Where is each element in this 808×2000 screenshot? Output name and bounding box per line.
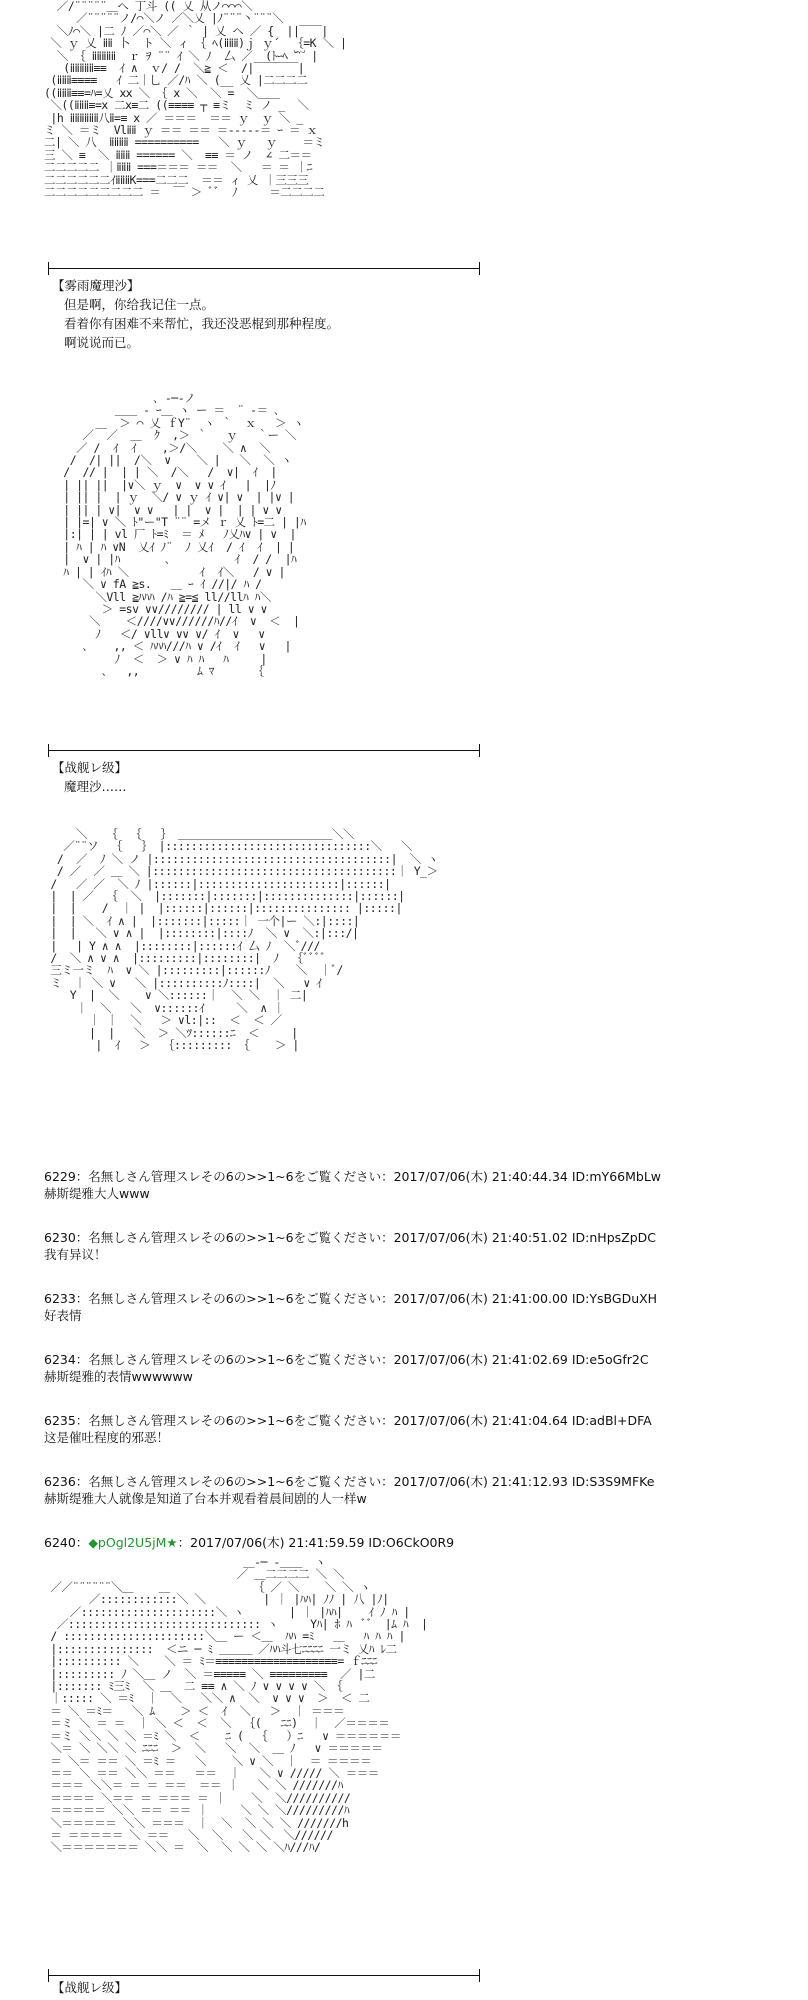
post-6235	[44, 1412, 652, 1446]
post-header: 6230：名無しさん管理スレその6の>>1~6をご覧ください：2017/07/06(木) 21:40:51.02 ID:nHpsZpDC	[44, 1230, 657, 1245]
ascii-art-re-class-face: ､ -─-ノ ＿＿ - ｰ＿ ヽ ー ＝ ¨ -＝ ､ ＿ ＞ ⌒ 乂 ｆY¨ ヽ ｀ ｘ ＞ ヽ ／ ／ ＿ ｸ ,＞ ｀ ｙ ｀ー ＼ ／ / ｲ ｲ ,＞/＼ ＼ ∧ ＼ / /| || /＼ ∨ ＼ | ＼ ＼ ヽ / // | | | ＼ /＼ / ∨| ｲ | | || || |∨＼ ｙ ∨ ∨ ∨ ｲ | |ﾉ | || | | ｙ ＼/ ∨ ｙ ｲ ∨| ∨ | |∨ | | || | ∨| ∨ ∨ | | ∨ | | | ∨ ∨ | |=| ∨ ＼ ﾄ"ー"T ¨¨ =メ ｒ 乂 ﾄ=二 | |ﾊ |:| | | vl 厂 ﾄ=ﾐ ＝ ﾒ ﾉ乂ﾊ∨ | ∨ | | ﾊ | ﾊ ∨N 乂ｲ ﾉ¨ ﾉ 乂ｲ / ｲ ｲ | | | ∨ | |ﾊ ､ ｲ / / |ﾊ ﾊ | | ｲﾊ ＼ ｲ ｲ＼ / ∨ | ＼ ∨ fA ≧s. ＿ ｰ ｲ //|/ ﾊ / ＼Vll ≧ﾊﾊﾊ /ﾊ ≧=≦ ll//llﾊ ﾊ＼ ＞ =sv ∨∨//////// | ll ∨ ∨ ＼ ＜////∨∨//////ﾊ//ｲ ∨ ＜ | ﾉ ＜/ ∨ll∨ ∨∨ ∨/ ｲ ∨ ∨ ､ ,, ＜ ﾊﾊﾊ///ﾊ ∨ /ｲ ｲ ∨ | ﾉ ＜ ＞ ∨ ﾊ ﾊ ﾊ | ､ ,, ﾑ ﾏ ｛	[63, 392, 306, 678]
post-6240	[44, 1534, 454, 1551]
separator-rule-1	[48, 268, 480, 269]
author-tripcode: ◆pOgl2U5jM★	[88, 1535, 178, 1550]
post-6230	[44, 1229, 656, 1263]
post-body: 我有异议！	[44, 1247, 107, 1262]
post-6229	[44, 1168, 661, 1202]
post-body: 这是催吐程度的邪恶！	[44, 1430, 170, 1445]
dialogue-marisa	[52, 276, 339, 352]
post-header: 6236：名無しさん管理スレその6の>>1~6をご覧ください：2017/07/06(木) 21:41:12.93 ID:S3S9MFKe	[44, 1474, 655, 1489]
ascii-art-marisa-top: ／/¨¨¨¨¨＿へ 丁斗 (( 乂 从ノ⌒⌒⌒＼ ／¨¨¨¨¨ノ/⌒＼ノ ／＼乂 |ﾉ¨¨¨丶¨¨¨＼ ＼ﾉ⌒＼ |二 ﾉ ／⌒＼ ／ ｀ | 乂 ヘ ／ { ||￣￣| ＼ ｙ 乂 ⅱⅱ 卜 ト ＼ ィ ｛ ﾍ(ⅱⅱⅱ)ｊ ｙ´ ｛=K ＼ | ＼ ｛ ⅱⅱⅱⅱⅱ ｒ ｦ ¨¨ ｲ ＼ ﾉ 厶 ／ (ﾄｰﾍ ︸ | (ⅱⅱⅱⅱⅱ≡≡ ｲ ∧ ｖ/ / ＼≧ ＜ /|￣￣￣￣| (ⅱⅱⅱ≡≡≡≡ ｲ 二｜乚 ／/ﾊ ＼ (__ 乂 |二二二二 ((ⅱⅱⅱ≡≡=ﾊ=乂 ⅹⅹ ＼ ｛ ⅹ ＼ ＼ = ＼＿＿ ＼((ⅱⅱⅱ≡=ⅹ 二ⅹ≡二 ((≡≡≡≡ ┬ ≡ミ ミ ノ _ ＼ |h ⅱⅱⅱⅱⅱⅱ八ⅱ=≡ ⅹ ／ ＝＝＝ ＝＝ ｙ ｙ ＼ _ ミ ＼ ＝ミ Vlⅱⅱ ｙ ＝＝ ＝＝ ＝-----＝ ｰ ＝ ｘ 二| ＼ 八 ⅱⅱⅱⅱ ========== ＼ ｙ ｙ ＝ミ 三 ＼ ≡ ＼ ⅱⅱⅱ ====== ＼ ≡≡ ＝ ノ ∠ 二＝＝ 二二二二二 ｜ⅱⅱⅱ ===＝＝＝ ＝＝ ＼ ＝ ＝ ｜ﾆ 二二二二二二ｲⅱⅱⅱK===二二二 ＝＝ ィ 乂 ｜三三三 二二二二二二二二二 ＝ ￣ ＞ ﾞﾞ ﾉ ＝二二二二	[44, 0, 347, 200]
post-6236	[44, 1473, 654, 1507]
post-number: 6240：	[44, 1535, 89, 1550]
dialogue-re-class-2	[52, 1978, 127, 1997]
post-body: 赫斯缇雅大人就像是知道了台本并观看着晨间剧的人一样w	[44, 1491, 367, 1506]
speaker-name: 【战舰レ级】	[52, 1980, 128, 1995]
separator-rule-2	[48, 750, 480, 751]
separator-rule-3	[48, 1975, 480, 1976]
dialogue-line: 魔理沙……	[64, 779, 127, 794]
post-header: 6229：名無しさん管理スレその6の>>1~6をご覧ください：2017/07/06(木) 21:40:44.34 ID:mY66MbLw	[44, 1169, 662, 1184]
speaker-name: 【战舰レ级】	[52, 760, 128, 775]
dialogue-line: 但是啊，你给我记住一点。	[64, 297, 215, 312]
post-body: 赫斯缇雅的表情wwwwww	[44, 1369, 193, 1384]
post-body: 赫斯缇雅大人www	[44, 1186, 150, 1201]
ascii-art-hestia-face: ＼ ｛ ｛ ｝ ＿＿＿＿＿＿＿＿＿＿＿＿＿＿＼＼ ／¨¨ソ ｛ ｝ |::::::::::::::::::::::::::::::::＼ ＼ / ／ ﾉ ＼ ノ |:::::::::::::::::::::::::::::::::::::| ＼ ヽ / ／ ／ ＿ ＼ |::::::::::::::::::::::::::::::::::::::｜ Y_＞ / ／ ／ ＼ ﾉ |::::::|::::::::::::::::::::::|::::::| | | ／ ｛ ＼ |:::::::|:::::::|::::::::::::::|::::::| | | / ｜ | |::::::|::::::|::::::::::::::: |:::::| | | ＼ ｲ ∧ | |:::::::|:::::｜ 一个|ー ＼:|::::| | | ＼ ∨ ∧ | |::::::::|::::ﾉ ＼ ∨ ＼:|:::/| | | Y ∧ ∧ |::::::::|::::::ｲ 厶 ﾉ ＼ﾞ/// / ＼ ∧ ∨ ∧ |:::::::::|::::::::| ﾉ ｛ﾞﾞﾞﾞ 三ミ一ミ ﾊ ∨ ＼ |:::::::::|::::::ﾉ ＼ ｜ﾞ/ ミ ｜ ＼ ∨ ＼ |::::::::::ﾉ::::| ＼ ∨ ｲ Y | ＼ ∨ ＼::::::｜ ＼ ＼ ｜ 二| ｜ ＼ ＼ ∨::::::ｲ ＼ ∧ ｜ ｜ ｜ ＼ ＞ ∨l:|:: ＜ ＜ ／ | | ＼ ＞ ＼ﾂ::::::ﾆ ＜ | | ｲ ＞ ｛::::::::: ｛ ＞ |	[50, 828, 439, 1052]
dialogue-line: 看着你有困难不来帮忙，我还没恶棍到那种程度。	[64, 316, 340, 331]
post-header	[44, 1534, 454, 1551]
post-6234	[44, 1351, 649, 1385]
post-header: 6235：名無しさん管理スレその6の>>1~6をご覧ください：2017/07/06(木) 21:41:04.64 ID:adBl+DFA	[44, 1413, 652, 1428]
post-header: 6234：名無しさん管理スレその6の>>1~6をご覧ください：2017/07/06(木) 21:41:02.69 ID:e5oGfr2C	[44, 1352, 649, 1367]
post-header: 6233：名無しさん管理スレその6の>>1~6をご覧ください：2017/07/06(木) 21:41:00.00 ID:YsBGDuXH	[44, 1291, 658, 1306]
dialogue-line: 啊说说而已。	[64, 335, 140, 350]
post-6233	[44, 1290, 657, 1324]
post-body: 好表情	[44, 1308, 82, 1323]
post-timestamp-id: ：2017/07/06(木) 21:41:59.59 ID:O6CkO0R9	[177, 1535, 455, 1550]
speaker-name: 【雾雨魔理沙】	[52, 278, 140, 293]
dialogue-re-class-1	[52, 758, 127, 796]
ascii-art-bottom-scene: ＿-─ -＿＿ ヽ ／ ＿二二二二 ＼ ＼ ／／¨¨¨¨¨¨＼＿ ＿ ｛ ／ ＼ ＼ ＼ ヽ ／::::::::::::＼ ＼ | ｜ |ﾊﾊ| ﾉﾉ | 八 |ﾉ| ／:::::::::::::::::::::＼ ヽ | ｜ |ﾊﾊ| ｲ ﾉ ﾊ | ／:::::::::::::::::::::::::::::: ヽ Yﾊ| ﾎ ﾊ ﾞﾞ |ﾑ ﾊ | / ::::::::::::::::::::::＼＿ ー ＜＿ ﾊﾊ =ﾐ ＿ ﾊ ﾊ ﾊ | |::::::::::::::: ＜ニ ─ ﾐ ＿＿＿ ／ﾊﾊ斗七ﾆﾆﾆﾆ 一ミ 乂ﾊ ﾚ二 |:::::::::: ＼ ＼ ＝ ﾐ＝≡≡≡≡≡≡≡≡≡≡≡≡≡≡≡≡≡≡≡= ｆﾆﾆﾆ |::::::::: ﾉ ＼＿ ノ ＼ ＝≡≡≡≡≡ ＼ ≡≡≡≡≡≡≡≡≡ ／ |二 |::::::: ﾐ三ﾐ ＼ ＿ 二 ≡≡ ∧ ＼ ﾉ ∨ ∨ ∨ ∨ ＼ ｛ ｜::::: ＼ ＝ﾐ ｜ ＼ ＼＼ ∧ ＼ ∨ ∨ ∨ ＞ ＜ 二 ＝ ＼ ＝ﾐ＝ ＼ ﾑ ＞ ＜ ｲ ＼ ＞ ｜ ＝＝＝ ＝ミ ＼ ＝ ＝ ｜ ＼ ＜ ＜ ＼ ｛( ﾆﾆ) ｜ ／＝＝＝＝ ＝ミ ＼＼ ＼ ＼ ＝ﾐ ＼ ＜ ﾆ ( ｛ ）ﾆ ∨ ＝＝＝＝＝＝ ＼＝ ＼ ＼＼ ＼ ﾆﾆﾆ ＞ ＼ ＼ ＼ ＿ ﾉ ∨ ＝＝＝＝＝ ＝ ＼＝ ＝＝ ＼ ＝ﾐ ＝ ＼ ＼ ∨ ＼ ｜ ＝ ＝＝＝＝ ＝＝ ＼ ＝＝ ＼＼ ＝＝ ＝＝ ｜ ＼ ∨ ///// ＼ ＝＝＝ ＝＝＝ ＼＼＝ ＝ ＝ ＝＝ ＝＝ ｜ ＼ ＼ ///////ﾊ ＝＝＝＝ ＼＝＝ ＝ ＝＝＝ ＝ ｜ ＼ ＼////////// ＝＝＝＝＝ ＼＼ ＝＝ ＝＝ ｜ ＼ ＼ ＼/////////ﾊ ＼＝＝＝＝＝ ＼＼ ＝＝＝ ｜ ＼ ＼ ＼ ＼ ///////h ＝ ＝＝＝＝＝ ＼ ＝＝ ＼ ＼ ＼ ＼ ＼////// ＼＝＝＝＝＝＝＝ ＼＼ ＝ ＼ ＼ ＼ ＼ ＼ﾊ///ﾊ/	[50, 1556, 428, 1855]
